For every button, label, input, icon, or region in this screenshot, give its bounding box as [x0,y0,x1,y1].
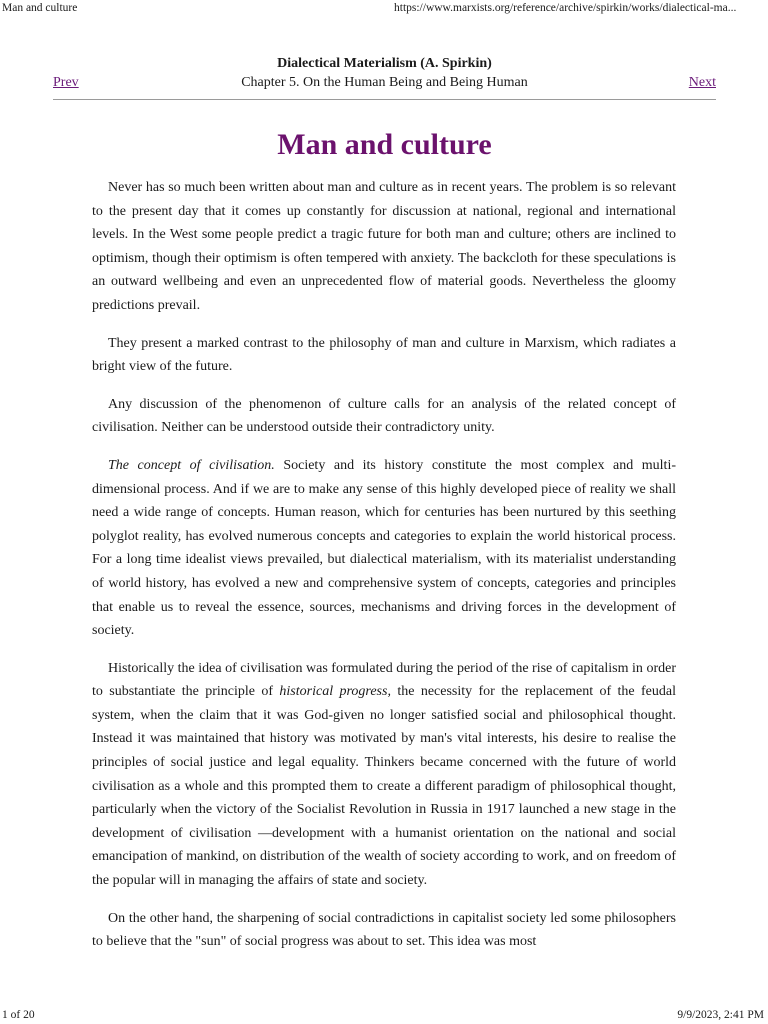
paragraph-3: Any discussion of the phenomenon of culture calls for an analysis of the related concept of civilisation. Neither can be understood outside their contradictory unity. [92,396,676,436]
prev-link[interactable]: Prev [53,75,79,90]
paragraph-5-start: Historically the idea of civilisation was formulated during the period of the rise of capitalism in order to substantiate the principle of [92,660,676,700]
paragraph-6: On the other hand, the sharpening of social contradictions in capitalist society led some philosophers to believe that the "sun" of social progress was about to set. This idea was most [92,910,676,950]
paragraph-4 [92,454,676,643]
paragraph-4-text: Society and its history constitute the most complex and multi-dimensional process. And if we are to make any sense of this highly developed piece of reality we shall need a wide range of concepts. Human reason, which for centuries has been nurtured by this seething polyglot reality, has evolved numerous concepts and categories to explain the world historical process. For a long time idealist views prevailed, but dialectical materialism, with its materialist understanding of world history, has evolved a new and comprehensive system of concepts, categories and principles that enable us to reveal the essence, sources, mechanisms and driving forces in the development of society. [92,457,676,639]
page-counter: 1 of 20 [2,1009,35,1021]
page-title: Man and culture [277,128,492,161]
print-page-url: https://www.marxists.org/reference/archive/spirkin/works/dialectical-ma... [394,2,737,14]
historical-progress-term: historical progress, [279,684,391,700]
print-footer [0,1006,768,1024]
concept-of-civilisation-term: The concept of civilisation. [108,457,275,473]
print-page-title: Man and culture [2,2,78,14]
paragraph-2: They present a marked contrast to the philosophy of man and culture in Marxism, which radiates a bright view of the future. [92,335,676,375]
print-header [0,0,768,18]
chapter-title: Chapter 5. On the Human Being and Being Human [241,75,528,90]
book-title: Dialectical Materialism (A. Spirkin) [277,56,492,71]
page-header [53,52,716,187]
next-link[interactable]: Next [688,75,716,90]
paragraph-5 [92,657,676,893]
header-divider [53,99,716,100]
nav-row [53,73,716,95]
article-body [92,176,676,968]
paragraph-5-text: the necessity for the replacement of the feudal system, when the claim that it was God-given no longer satisfied social and philosophical thought. Instead it was maintained that history was motivated by man's vital interests, his desire to realise the principles of social justice and legal equality. Thinkers became concerned with the future of world civilisation as a whole and this prompted them to create a different paradigm of philosophical thought, particularly when the victory of the Socialist Revolution in Russia in 1917 launched a new stage in the development of civilisation —development with a humanist orientation on the national and social emancipation of mankind, on distribution of the wealth of society according to work, and on freedom of the popular will in managing the affairs of state and society. [92,684,677,889]
print-datetime: 9/9/2023, 2:41 PM [677,1009,764,1021]
paragraph-1: Never has so much been written about man and culture as in recent years. The problem is so relevant to the present day that it comes up constantly for discussion at national, regional and international levels. In the West some people predict a tragic future for both man and culture; others are inclined to optimism, though their optimism is often tempered with anxiety. The backcloth for these speculations is an outward wellbeing and even an unprecedented flow of material goods. Nevertheless the gloomy predictions prevail. [92,180,676,313]
